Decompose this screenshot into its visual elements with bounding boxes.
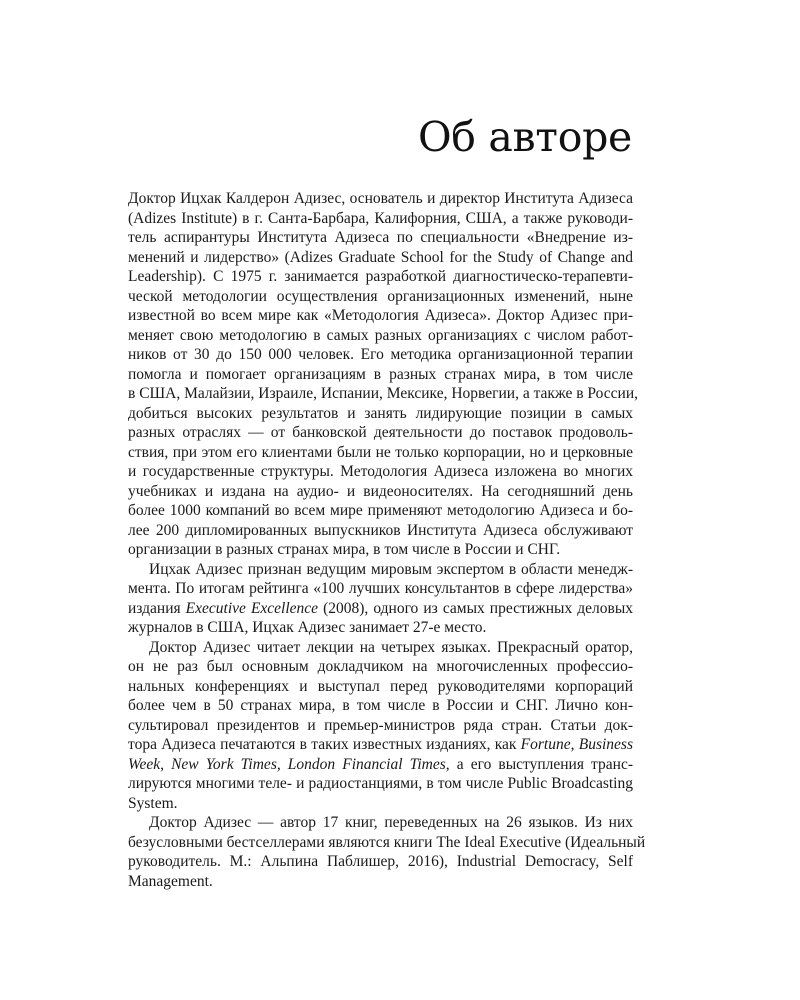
text-line: ников от 30 до 150 000 человек. Его методика организационной терапии	[128, 346, 633, 363]
text-line: мента. По итогам рейтинга «100 лучших консультантов в сфере лидерства»	[128, 580, 633, 597]
text-line: более 1000 компаний во всем мире применяют методологию Адизеса и бо-	[128, 502, 633, 519]
text-line: добиться высоких результатов и занять лидирующие позиции в самых	[128, 404, 633, 422]
text-segment: издания	[128, 599, 186, 617]
text-line: в США, Малайзии, Израиле, Испании, Мексике, Норвегии, а также в России,	[128, 385, 638, 402]
paragraph-books	[128, 813, 646, 891]
text-line: Доктор Ицхак Калдерон Адизес, основатель и директор Института Адизеса	[128, 190, 633, 207]
text-line: и государственные структуры. Методология Адизеса изложена во многих	[128, 463, 633, 480]
publication-title: Week, New York Times, London Financial Times,	[128, 755, 450, 773]
text-line: помогла и помогает организациям в разных странах мира, в том числе	[128, 365, 633, 383]
text-line: System.	[128, 794, 178, 812]
paragraph-ranking	[128, 560, 633, 638]
text-segment: тора Адизеса печатаются в таких известных изданиях, как	[128, 736, 521, 753]
text-line: меняет свою методологию в самых разных организациях с числом работ-	[128, 326, 633, 344]
text-line: учебниках и издана на аудио- и видеоносителях. На сегодняшний день	[128, 482, 633, 500]
text-line: лируются многими теле- и радиостанциями, в том числе Public Broadcasting	[128, 775, 633, 792]
text-line: руководитель. М.: Альпина Паблишер, 2016), Industrial Democracy, Self	[128, 853, 633, 870]
text-line: Доктор Адизес читает лекции на четырех языках. Прекрасный оратор,	[149, 638, 633, 656]
body-text	[128, 189, 646, 891]
text-line: он не раз был основным докладчиком на многочисленных профессио-	[128, 658, 633, 675]
text-line: организации в разных странах мира, в том числе в России и СНГ.	[128, 541, 561, 558]
text-line: известной во всем мире как «Методология Адизеса». Доктор Адизес при-	[128, 307, 633, 324]
text-line	[128, 735, 633, 755]
text-line: (Adizes Institute) в г. Санта-Барбара, Калифорния, США, а также руководи-	[128, 209, 633, 227]
text-segment: а его выступления транс-	[449, 755, 633, 773]
text-line: более чем в 50 странах мира, в том числе в России и СНГ. Лично кон-	[128, 697, 633, 714]
text-line: журналов в США, Ицхак Адизес занимает 27-е место.	[128, 619, 487, 636]
text-line: сультировал президентов и премьер-министров ряда стран. Статьи док-	[128, 716, 633, 734]
text-line: нальных конференциях и выступал перед руководителями корпораций	[128, 677, 633, 695]
text-line	[128, 599, 633, 619]
paragraph-lectures	[128, 638, 633, 814]
text-line: ческой методологии осуществления организационных изменений, ныне	[128, 287, 633, 305]
text-line: Management.	[128, 872, 213, 890]
text-segment: (2008), одного из самых престижных деловых	[318, 599, 633, 617]
text-line: лее 200 дипломированных выпускников Института Адизеса обслуживают	[128, 521, 633, 539]
text-line: разных отраслях — от банковской деятельности до поставок продоволь-	[128, 424, 633, 441]
text-line: безусловными бестселлерами являются книги The Ideal Executive (Идеальный	[128, 833, 646, 851]
paragraph-biography	[128, 189, 638, 560]
page-title: Об авторе	[417, 113, 632, 161]
publication-title: Fortune, Business	[520, 736, 633, 753]
text-line: менений и лидерство» (Adizes Graduate School for the Study of Change and	[128, 248, 633, 266]
publication-title: Executive Excellence	[185, 599, 319, 617]
text-line: ствия, при этом его клиентами были не только корпорации, но и церковные	[128, 443, 633, 461]
text-line: тель аспирантуры Института Адизеса по специальности «Внедрение из-	[128, 229, 633, 246]
text-line: Leadership). С 1975 г. занимается разработкой диагностическо-терапевти-	[128, 268, 633, 285]
text-line: Доктор Адизес — автор 17 книг, переведенных на 26 языков. Из них	[149, 814, 633, 831]
text-line	[128, 755, 633, 775]
text-line: Ицхак Адизес признан ведущим мировым экспертом в области менедж-	[149, 560, 633, 578]
